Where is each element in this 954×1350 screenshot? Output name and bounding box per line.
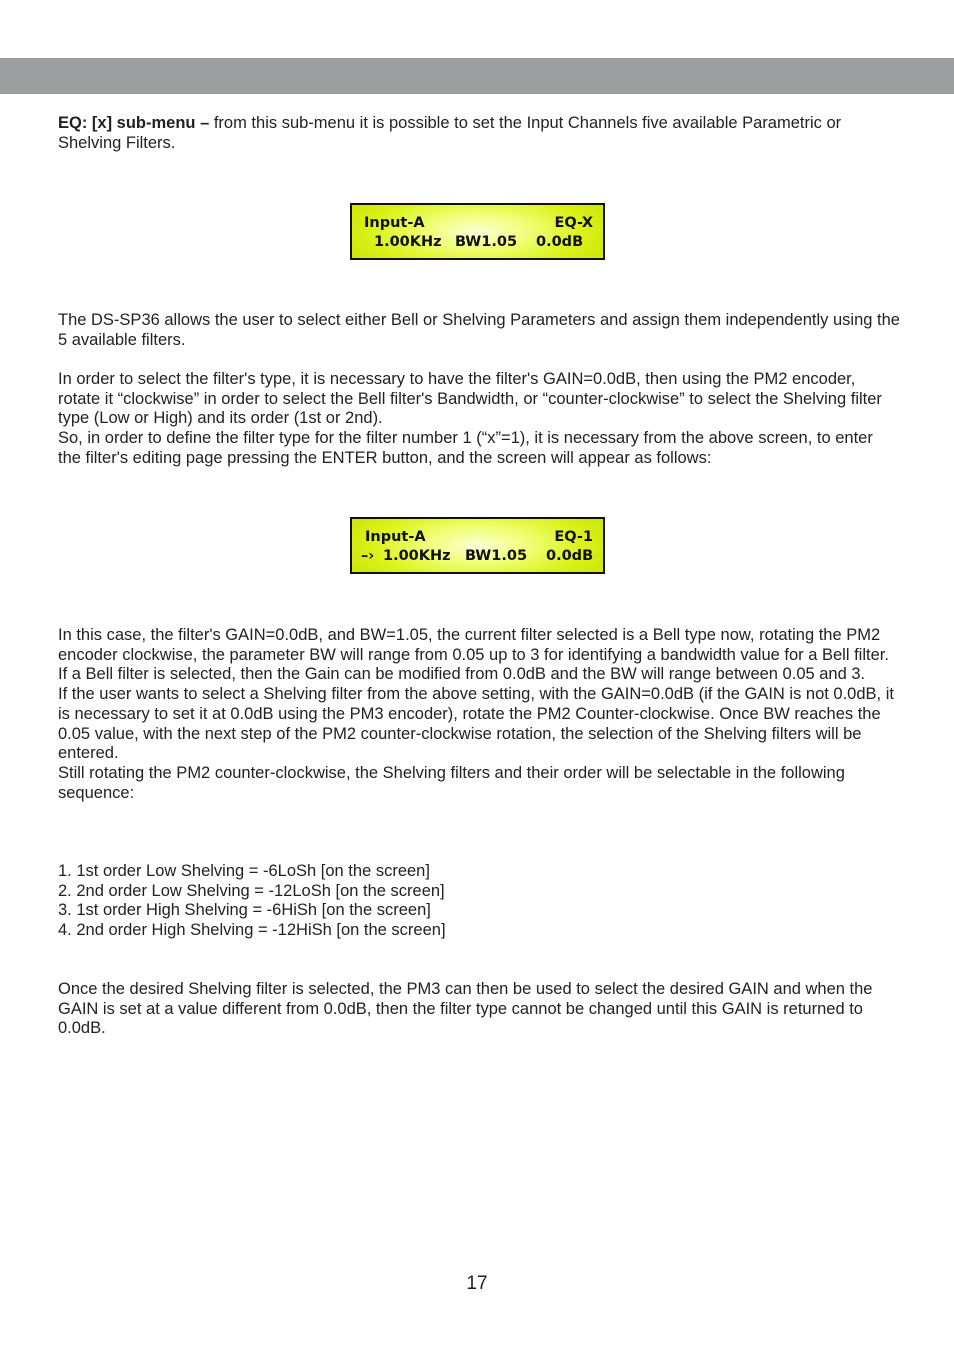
lcd1-channel: Input-A <box>364 215 425 231</box>
paragraph-bell-range-3: If the user wants to select a Shelving filter from the above setting, with the GAIN=0.0dB (if the GAIN is not 0.0dB, it is necessary to set it at 0.0dB using the PM3 encoder), rotate the PM2 Counter-clockwise. Once BW reaches the 0.05 value, with the next step of the PM2 counter-clockwise rotation, the selection of the Shelving filters will be entered. <box>58 685 894 763</box>
list-item: 3. 1st order High Shelving = -6HiSh [on the screen] <box>58 901 431 920</box>
lcd-display-eq-x <box>350 203 605 260</box>
lcd2-menu: EQ-1 <box>554 529 593 545</box>
paragraph-bell-shelving: The DS-SP36 allows the user to select either Bell or Shelving Parameters and assign them independently using the 5 available filters. <box>58 311 900 349</box>
header-bar <box>0 58 954 94</box>
lcd2-bandwidth: BW1.05 <box>465 548 528 564</box>
list-item: 1. 1st order Low Shelving = -6LoSh [on the screen] <box>58 862 430 880</box>
shelving-sequence-list <box>58 862 900 941</box>
lcd1-menu: EQ-X <box>554 215 593 231</box>
intro-text: from this sub-menu it is possible to set the Input Channels five available Parametric or Shelving Filters. <box>58 114 842 152</box>
list-item: 4. 2nd order High Shelving = -12HiSh [on the screen] <box>58 921 446 940</box>
paragraph-bell-range-2: If a Bell filter is selected, then the Gain can be modified from 0.0dB and the BW will range between 0.05 and 3. <box>58 665 866 684</box>
lcd2-gain: 0.0dB <box>546 548 594 564</box>
list-item: 2. 2nd order Low Shelving = -12LoSh [on the screen] <box>58 881 445 900</box>
paragraph-filter-type-2: So, in order to define the filter type for the filter number 1 (“x”=1), it is necessary from the above screen, to enter the filter's editing page pressing the ENTER button, and the screen will appear as follows: <box>58 429 873 467</box>
paragraph-bell-range-1: In this case, the filter's GAIN=0.0dB, and BW=1.05, the current filter selected is a Bell type now, rotating the PM2 encoder clockwise, the parameter BW will range from 0.05 up to 3 for identifying a bandwidth value for a Bell filter. <box>58 626 889 664</box>
intro-paragraph <box>58 114 900 153</box>
lcd2-arrow-icon: –› <box>361 548 375 564</box>
paragraph-filter-type <box>58 370 900 469</box>
paragraph-bell-range-4: Still rotating the PM2 counter-clockwise, the Shelving filters and their order will be selectable in the following sequence: <box>58 763 845 802</box>
intro-heading: EQ: [x] sub-menu – <box>58 114 210 132</box>
lcd1-gain: 0.0dB <box>536 234 584 250</box>
lcd-display-eq-1 <box>350 517 605 574</box>
paragraph-gain: Once the desired Shelving filter is selected, the PM3 can then be used to select the desired GAIN and when the GAIN is set at a value different from 0.0dB, then the filter type cannot be changed until this GAIN is returned to 0.0dB. <box>58 980 873 1038</box>
paragraph-bell-range <box>58 626 900 803</box>
lcd2-frequency: 1.00KHz <box>383 548 451 564</box>
lcd1-frequency: 1.00KHz <box>374 234 442 250</box>
lcd2-channel: Input-A <box>365 529 426 545</box>
paragraph-filter-type-1: In order to select the filter's type, it is necessary to have the filter's GAIN=0.0dB, then using the PM2 encoder, rotate it “clockwise” in order to select the Bell filter's Bandwidth, or “counter-clockwise” to select the Shelving filter type (Low or High) and its order (1st or 2nd). <box>58 370 882 428</box>
lcd1-bandwidth: BW1.05 <box>455 234 518 250</box>
page-number: 17 <box>466 1273 488 1294</box>
